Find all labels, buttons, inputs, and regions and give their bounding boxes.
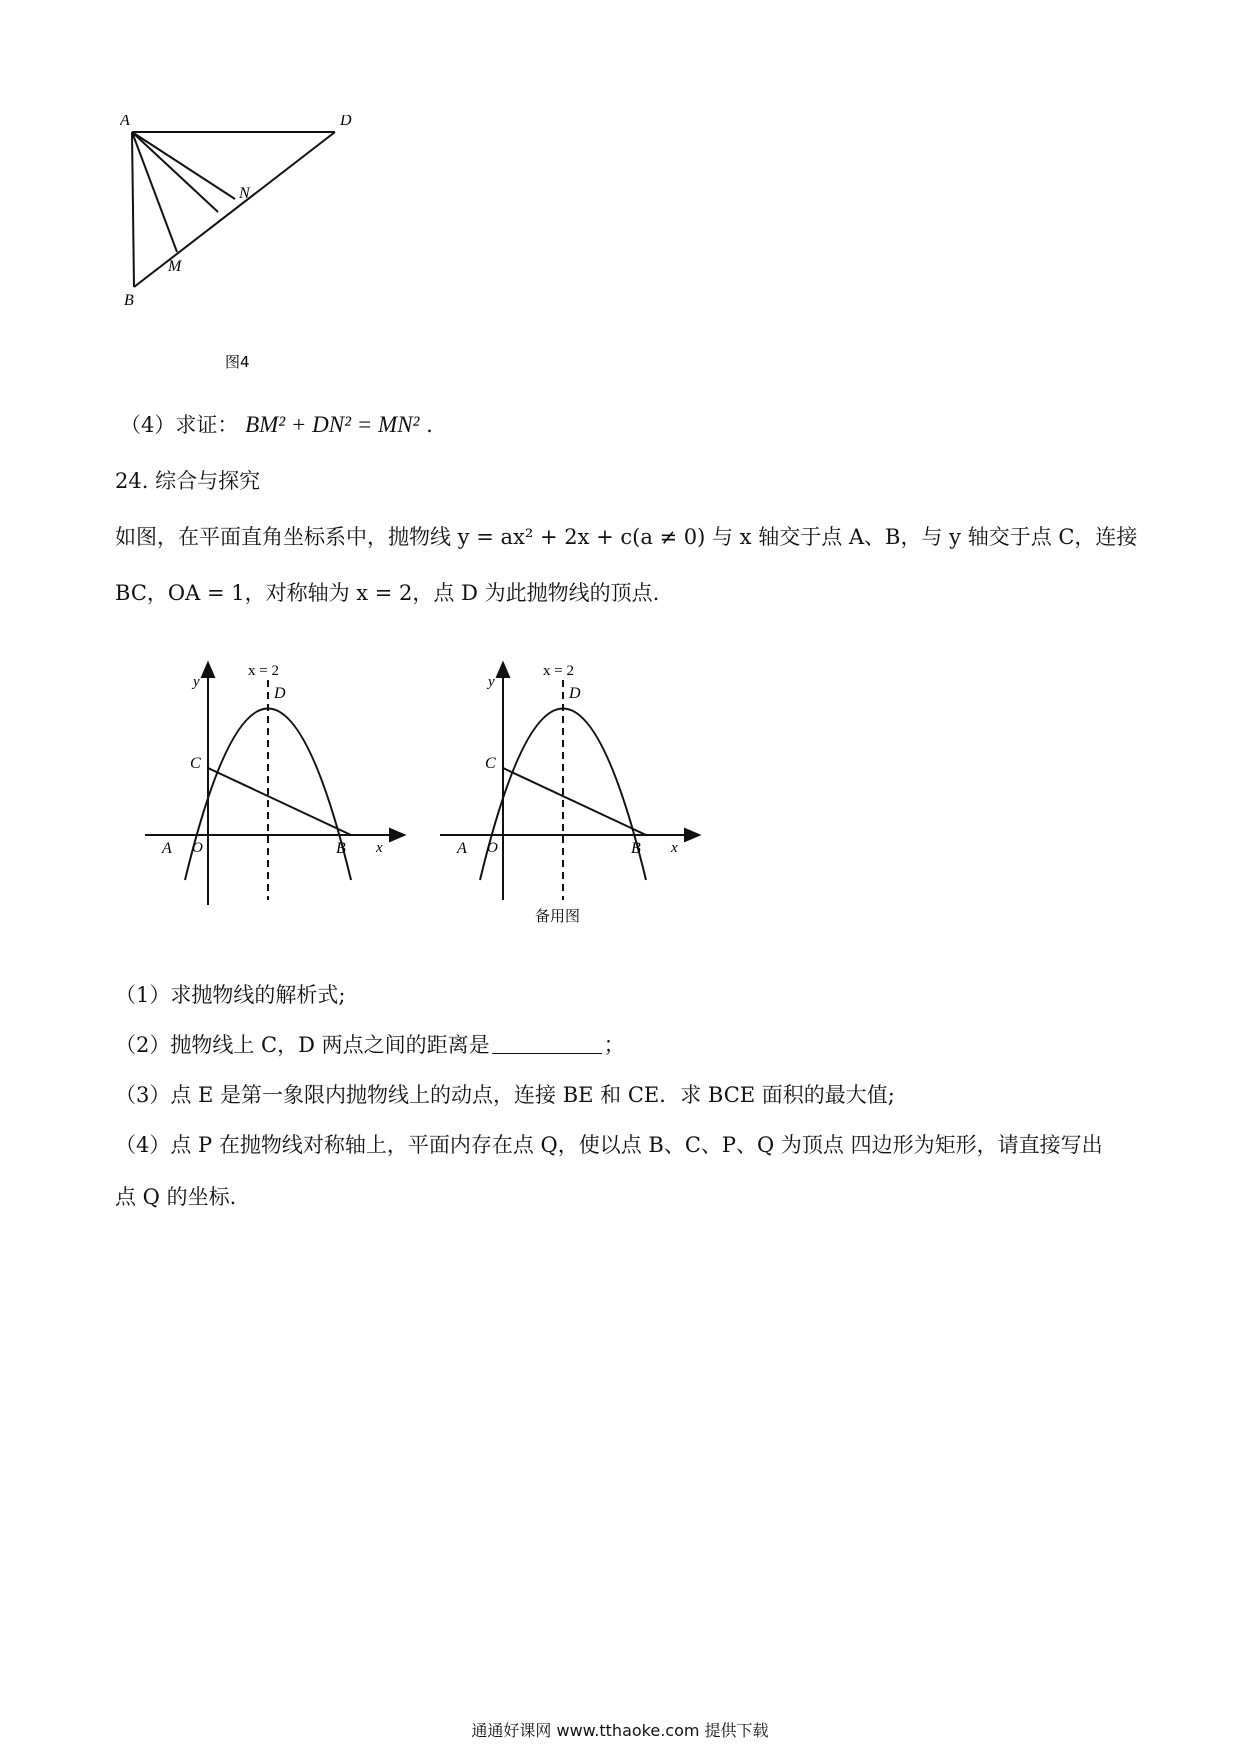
- label-a: A: [162, 840, 172, 857]
- label-n: N: [239, 185, 250, 202]
- q24-intro-line2: BC，OA = 1，对称轴为 x = 2，点 D 为此抛物线的顶点.: [115, 581, 660, 605]
- q24-number: 24.: [115, 469, 149, 493]
- label-d: D: [274, 685, 286, 702]
- q24-part1: （1）求抛物线的解析式;: [115, 983, 346, 1007]
- q24-part2-text: （2）抛物线上 C，D 两点之间的距离是: [115, 1033, 490, 1057]
- label-b: B: [336, 840, 346, 857]
- segment-am: [132, 132, 177, 252]
- graph-right-caption: 备用图: [535, 907, 581, 925]
- y-axis-arrow: [202, 663, 214, 677]
- q24-part2-end: ；: [603, 1033, 625, 1057]
- label-m: M: [168, 258, 182, 275]
- label-a: A: [457, 840, 467, 857]
- segment-ab: [132, 132, 134, 287]
- x-axis-arrow: [685, 829, 699, 841]
- q23-part4: [120, 410, 433, 440]
- label-x: x: [376, 840, 383, 856]
- label-o: O: [487, 840, 498, 856]
- label-x-eq-2: x = 2: [248, 663, 279, 679]
- figure-4-caption: 图4: [225, 353, 250, 371]
- q23-part4-equation: BM² + DN² = MN²: [245, 412, 420, 437]
- q23-part4-label: （4）求证：: [120, 413, 239, 437]
- answer-blank: [492, 1033, 602, 1054]
- q24-part4-line1: （4）点 P 在抛物线对称轴上，平面内存在点 Q，使以点 B、C、P、Q 为顶点 四边形为矩形，请直接写出: [115, 1133, 1103, 1157]
- label-d: D: [340, 115, 352, 129]
- label-o: O: [192, 840, 203, 856]
- label-x: x: [671, 840, 678, 856]
- label-d: D: [569, 685, 581, 702]
- figure-4: [120, 115, 370, 375]
- q24-heading: [115, 466, 260, 496]
- page-footer: 通通好课网 www.tthaoke.com 提供下载: [471, 1721, 769, 1740]
- y-axis-arrow: [497, 663, 509, 677]
- segment-an2: [132, 132, 218, 212]
- q24-part2: [115, 1030, 625, 1060]
- q24-part4-line2: 点 Q 的坐标.: [115, 1185, 237, 1209]
- segment-an: [132, 132, 235, 199]
- q24-part3: （3）点 E 是第一象限内抛物线上的动点，连接 BE 和 CE．求 BCE 面积的最大值;: [115, 1083, 895, 1107]
- x-axis-arrow: [390, 829, 404, 841]
- label-x-eq-2: x = 2: [543, 663, 574, 679]
- label-b: B: [124, 292, 134, 309]
- q23-part4-end: .: [426, 413, 433, 437]
- label-a: A: [120, 115, 130, 129]
- label-c: C: [190, 755, 201, 772]
- q24-title: 综合与探究: [155, 469, 261, 493]
- graph-right: [435, 655, 705, 935]
- graph-left: [140, 655, 410, 915]
- q24-intro-line1: 如图，在平面直角坐标系中，抛物线 y = ax² + 2x + c(a ≠ 0) 与 x 轴交于点 A、B，与 y 轴交于点 C，连接: [115, 525, 1138, 549]
- label-y: y: [488, 674, 495, 690]
- label-b: B: [631, 840, 641, 857]
- label-c: C: [485, 755, 496, 772]
- segment-bd: [134, 132, 335, 287]
- label-y: y: [193, 674, 200, 690]
